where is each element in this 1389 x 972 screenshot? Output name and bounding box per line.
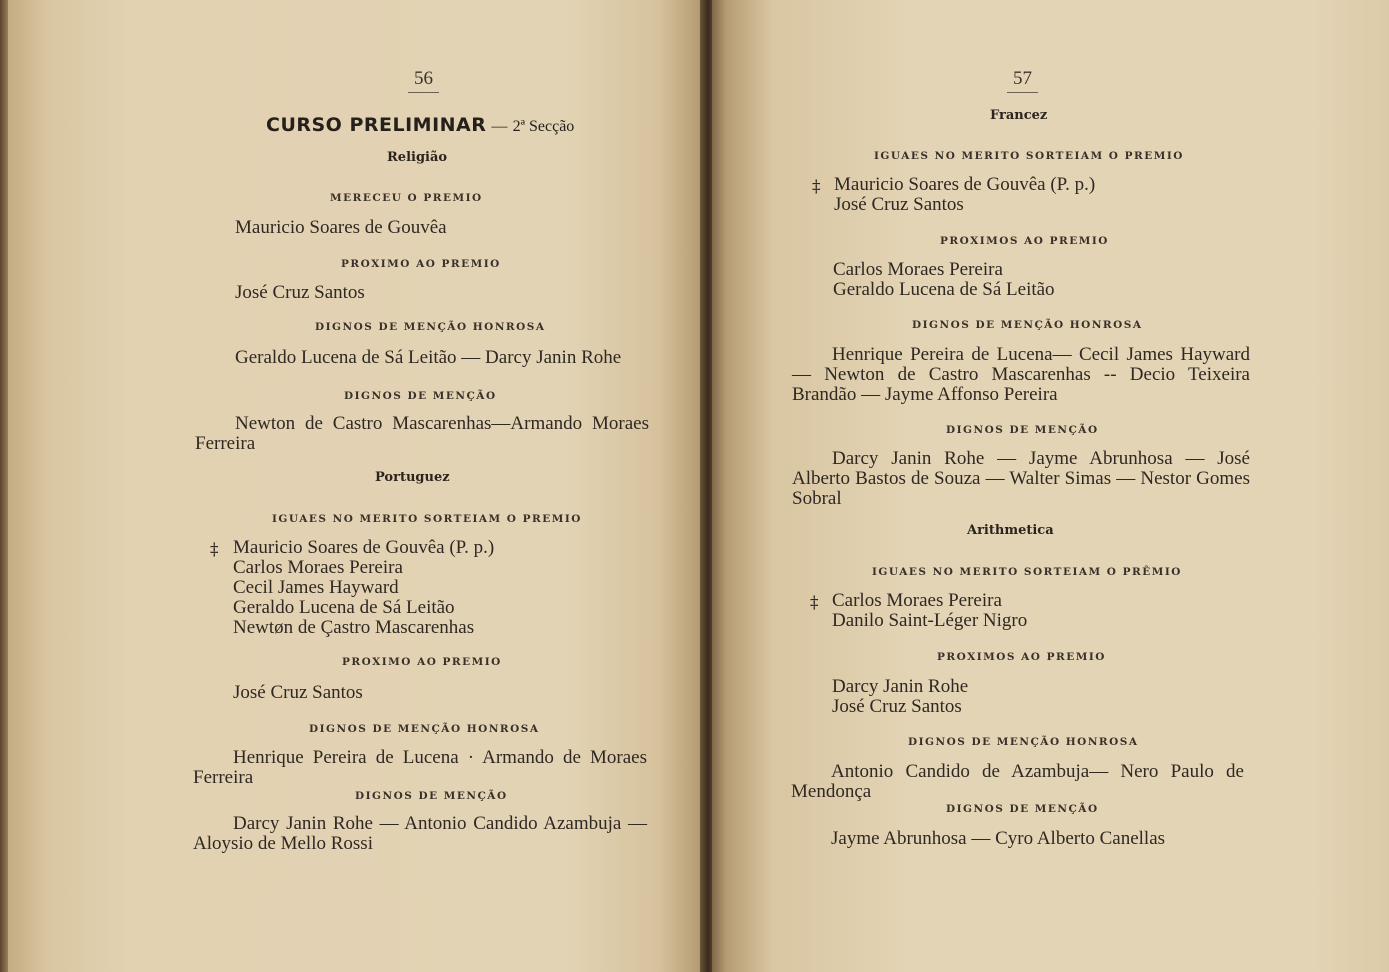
awardee-name: José Cruz Santos [233, 682, 363, 703]
list-item: Carlos Moraes Pereira [833, 259, 1003, 280]
award-label: IGUAES NO MERITO SORTEIAM O PRÊMIO [872, 566, 1182, 578]
award-label: DIGNOS DE MENÇÃO [344, 390, 497, 402]
page-number: 57 [1013, 68, 1032, 89]
list-item: Mauricio Soares de Gouvêa (P. p.) [834, 174, 1096, 195]
right-page [712, 0, 1389, 972]
award-label: DIGNOS DE MENÇÃO HONROSA [309, 723, 540, 735]
award-label: MERECEU O PREMIO [330, 192, 483, 204]
award-label: DIGNOS DE MENÇÃO HONROSA [315, 321, 546, 333]
dagger-mark: ‡ [210, 540, 219, 560]
title-section: 2ª Secção [512, 118, 575, 135]
award-label: DIGNOS DE MENÇÃO HONROSA [908, 736, 1139, 748]
list-item: Carlos Moraes Pereira [233, 557, 403, 578]
award-label: DIGNOS DE MENÇÃO [946, 803, 1099, 815]
title-dash: — [491, 118, 508, 135]
dagger-mark: ‡ [812, 177, 821, 197]
title-main: CURSO PRELIMINAR [266, 114, 487, 136]
subject-heading-arithmetica: Arithmetica [967, 523, 1054, 538]
list-item: Mauricio Soares de Gouvêa (P. p.) [233, 537, 495, 558]
list-item: Danilo Saint-Léger Nigro [832, 610, 1028, 631]
award-label: DIGNOS DE MENÇÃO HONROSA [912, 319, 1143, 331]
dagger-mark: ‡ [810, 593, 819, 613]
list-item: Newtøn de Çastro Mascarenhas [233, 617, 475, 638]
honrosa-names: Geraldo Lucena de Sá Leitão — Darcy Janin Rohe [235, 347, 622, 368]
award-label: IGUAES NO MERITO SORTEIAM O PREMIO [272, 513, 582, 525]
awardee-name: José Cruz Santos [235, 282, 365, 303]
honrosa-names: Henrique Pereira de Lucena · Armando de Moraes Ferreira [193, 747, 647, 788]
mencao-names: Newton de Castro Mascarenhas—Armando Moraes Ferreira [195, 413, 649, 454]
list-item: Geraldo Lucena de Sá Leitão [233, 597, 455, 618]
subject-heading-francez: Francez [990, 108, 1048, 123]
award-label: DIGNOS DE MENÇÃO [355, 790, 508, 802]
left-page [8, 0, 708, 972]
award-label: PROXIMOS AO PREMIO [937, 651, 1106, 663]
honrosa-names: Antonio Candido de Azambuja— Nero Paulo de Mendonça [791, 761, 1244, 802]
award-label: PROXIMO AO PREMIO [342, 656, 502, 668]
mencao-names: Darcy Janin Rohe — Jayme Abrunhosa — José Alberto Bastos de Souza — Walter Simas — Nestor Gomes Sobral [792, 448, 1250, 509]
list-item: Carlos Moraes Pereira [832, 590, 1002, 611]
list-item: Darcy Janin Rohe [832, 676, 969, 697]
honrosa-names: Henrique Pereira de Lucena— Cecil James Hayward — Newton de Castro Mascarenhas -- Decio Teixeira Brandão — Jayme Affonso Pereira [792, 344, 1250, 405]
subject-heading-portuguez: Portuguez [375, 470, 450, 485]
list-item: Cecil James Hayward [233, 577, 399, 598]
list-item: José Cruz Santos [832, 696, 962, 717]
subject-heading-religiao: Religião [387, 150, 448, 165]
mencao-names: Darcy Janin Rohe — Antonio Candido Azambuja — Aloysio de Mello Rossi [193, 813, 647, 854]
mencao-names: Jayme Abrunhosa — Cyro Alberto Canellas [831, 828, 1166, 849]
list-item: José Cruz Santos [834, 194, 964, 215]
award-label: IGUAES NO MERITO SORTEIAM O PREMIO [874, 150, 1184, 162]
list-item: Geraldo Lucena de Sá Leitão [833, 279, 1055, 300]
page-number: 56 [414, 68, 433, 89]
award-label: PROXIMO AO PREMIO [341, 258, 501, 270]
award-label: PROXIMOS AO PREMIO [940, 235, 1109, 247]
section-title [266, 114, 574, 136]
award-label: DIGNOS DE MENÇÃO [946, 424, 1099, 436]
awardee-name: Mauricio Soares de Gouvêa [235, 217, 447, 238]
